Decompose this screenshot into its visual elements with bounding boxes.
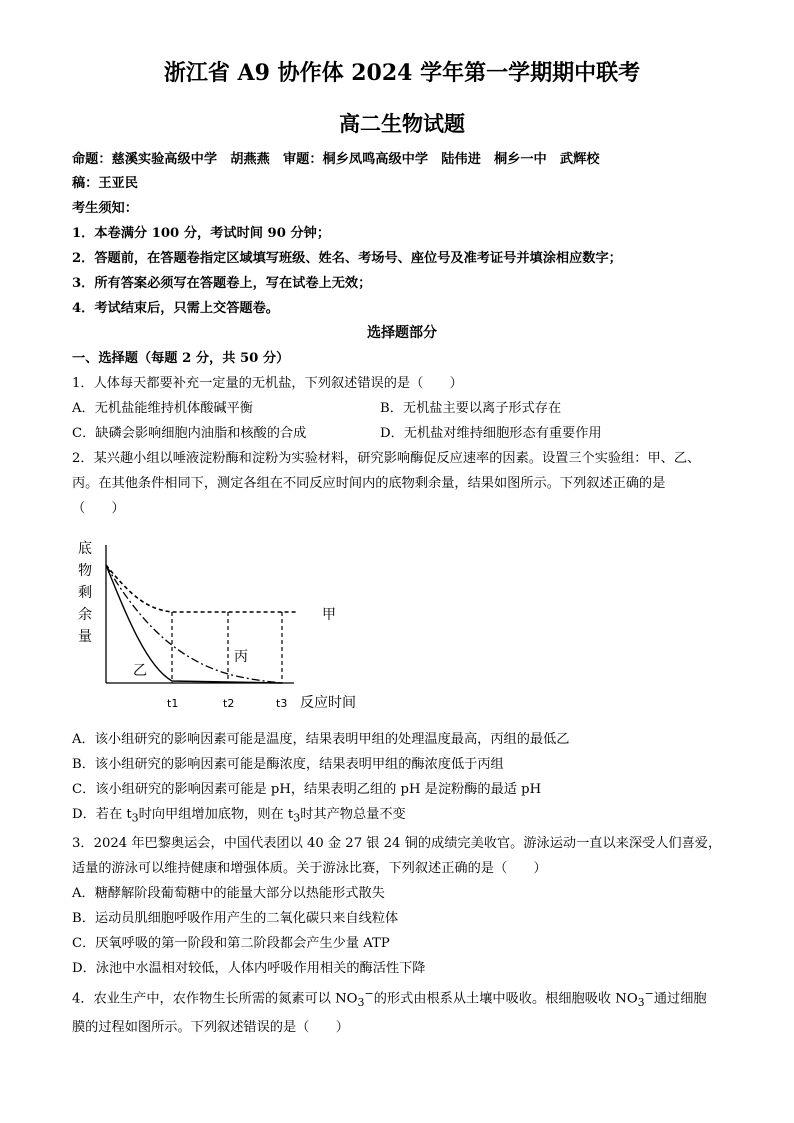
notice-item: 3．所有答案必须写在答题卷上，写在试卷上无效； xyxy=(72,276,372,291)
notice-item: 1．本卷满分 100 分，考试时间 90 分钟； xyxy=(72,226,331,241)
q2-d-suffix: 时其产物总量不变 xyxy=(300,807,406,822)
q2-d-sub2: 3 xyxy=(293,811,301,825)
credits xyxy=(72,148,732,196)
q3-option-c: C．厌氧呼吸的第一阶段和第二阶段都会产生少量 ATP xyxy=(72,935,390,951)
y-axis-label-char: 底 xyxy=(78,541,92,557)
y-axis-label-char: 余 xyxy=(78,607,92,623)
q4-sub2: 3 xyxy=(637,995,645,1009)
q1-option-d: D．无机盐对维持细胞形态有重要作用 xyxy=(380,426,602,441)
q2-option-b: B．该小组研究的影响因素可能是酶浓度，结果表明甲组的酶浓度低于丙组 xyxy=(72,757,504,772)
q3-stem-line1: 3．2024 年巴黎奥运会，中国代表团以 40 金 27 银 24 铜的成绩完美收官。游泳运动一直以来深受人们喜爱， xyxy=(72,835,722,851)
y-axis-label xyxy=(78,540,92,645)
q4-l1b: 的形式由根系从土壤中吸收。根细胞吸收 NO xyxy=(373,991,638,1007)
q4-sup2: − xyxy=(644,986,654,1000)
q2-d-prefix: D．若在 t xyxy=(72,807,132,822)
q2-stem-line1: 2．某兴趣小组以唾液淀粉酶和淀粉为实验材料，研究影响酶促反应速率的因素。设置三个实验组：甲、乙、 xyxy=(72,451,701,466)
exam-subtitle: 高二生物试题 xyxy=(339,111,465,136)
series-label-bing: 丙 xyxy=(234,649,248,665)
q1-options-row2 xyxy=(72,421,732,446)
q4-stem-line2: 膜的过程如图所示。下列叙述错误的是（ ） xyxy=(72,1019,349,1035)
y-axis-label-char: 物 xyxy=(78,563,92,579)
x-tick-t1: t1 xyxy=(167,697,179,710)
q1-option-b: B．无机盐主要以离子形式存在 xyxy=(380,401,562,416)
part-title: 一、选择题（每题 2 分，共 50 分） xyxy=(72,351,290,366)
section-title: 选择题部分 xyxy=(367,325,437,341)
q2-option-c: C．该小组研究的影响因素可能是 pH，结果表明乙组的 pH 是淀粉酶的最适 pH xyxy=(72,782,542,797)
q1-option-c: C．缺磷会影响细胞内油脂和核酸的合成 xyxy=(72,426,307,441)
q3-option-b: B．运动员肌细胞呼吸作用产生的二氧化碳只来自线粒体 xyxy=(72,910,399,926)
q3-stem-line2: 适量的游泳可以维持健康和增强体质。关于游泳比赛，下列叙述正确的是（ ） xyxy=(72,860,547,876)
notice-item: 2．答题前，在答题卷指定区域填写班级、姓名、考场号、座位号及准考证号并填涂相应数字； xyxy=(72,251,622,266)
series-jia-curve xyxy=(106,565,297,612)
exam-page xyxy=(72,58,732,1040)
q2-d-sub1: 3 xyxy=(131,811,139,825)
q2-d-mid: 时向甲组增加底物，则在 t xyxy=(138,807,294,822)
q2-chart xyxy=(72,527,392,727)
q1-stem: 1．人体每天都要补充一定量的无机盐，下列叙述错误的是（ ） xyxy=(72,376,463,391)
q4-l1a: 4．农业生产中，农作物生长所需的氮素可以 NO xyxy=(72,991,358,1007)
q1-option-a: A．无机盐能维持机体酸碱平衡 xyxy=(72,401,253,416)
q2-stem-line3: （ ） xyxy=(72,501,125,516)
q4-sup: − xyxy=(364,986,374,1000)
q2-figure xyxy=(72,527,732,727)
x-axis-label: 反应时间 xyxy=(300,695,356,711)
q4-l1c: 通过细胞 xyxy=(653,991,707,1007)
x-tick-t3: t3 xyxy=(276,697,288,710)
exam-title: 浙江省 A9 协作体 2024 学年第一学期期中联考 xyxy=(163,60,641,86)
q1-options-row1 xyxy=(72,396,732,421)
q2-option-d xyxy=(72,802,732,831)
y-axis-label-char: 量 xyxy=(78,629,92,645)
q4-stem-line1 xyxy=(72,981,732,1015)
credits-line1: 命题：慈溪实验高级中学 胡燕燕 审题：桐乡凤鸣高级中学 陆伟进 桐乡一中 武辉校 xyxy=(72,152,600,167)
q3-option-a: A．糖酵解阶段葡萄糖中的能量大部分以热能形式散失 xyxy=(72,885,385,901)
series-label-jia: 甲 xyxy=(322,607,336,623)
notice-heading: 考生须知： xyxy=(72,201,138,216)
series-label-yi: 乙 xyxy=(133,663,147,679)
credits-line2: 稿：王亚民 xyxy=(72,176,138,191)
q4-sub: 3 xyxy=(357,995,365,1009)
q2-stem-line2: 丙。在其他条件相同下，测定各组在不同反应时间内的底物剩余量，结果如图所示。下列叙述正确的是 xyxy=(72,476,666,491)
x-tick-t2: t2 xyxy=(223,697,235,710)
y-axis-label-char: 剩 xyxy=(78,585,92,601)
q2-option-a: A．该小组研究的影响因素可能是温度，结果表明甲组的处理温度最高，丙组的最低乙 xyxy=(72,732,570,747)
notice-item: 4．考试结束后，只需上交答题卷。 xyxy=(72,301,279,316)
q3-option-d: D．泳池中水温相对较低，人体内呼吸作用相关的酶活性下降 xyxy=(72,960,426,976)
